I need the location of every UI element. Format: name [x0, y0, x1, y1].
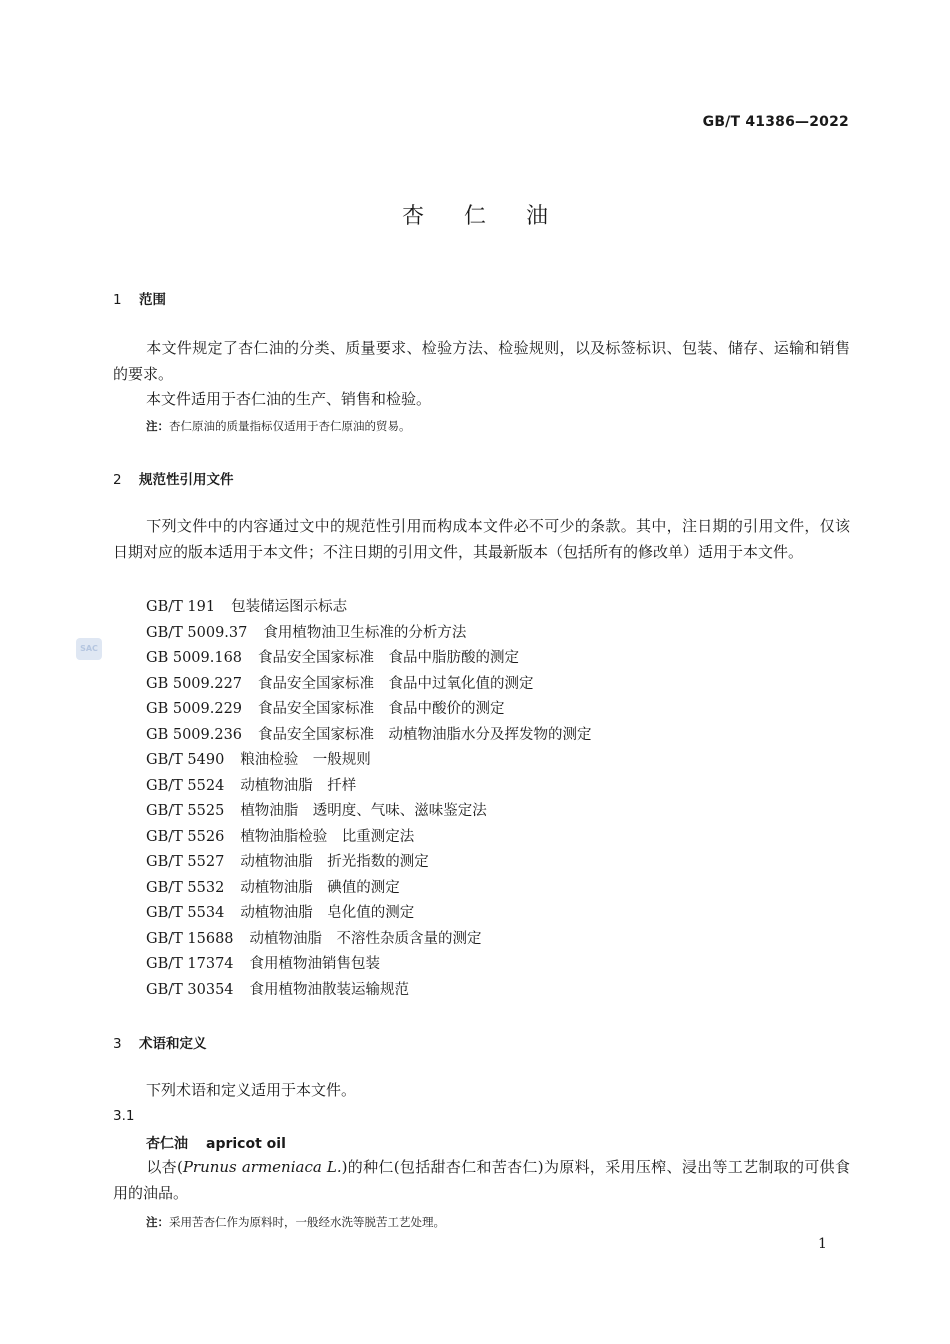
- term-number: 3.1: [113, 1108, 135, 1124]
- reference-code: GB/T 17374: [146, 956, 234, 972]
- reference-title: 食品安全国家标准 动植物油脂水分及挥发物的测定: [258, 726, 592, 743]
- section-title: 范围: [139, 292, 166, 308]
- scientific-name: Prunus armeniaca L.: [182, 1158, 342, 1176]
- term-note: [146, 1214, 445, 1230]
- reference-code: GB/T 5532: [146, 879, 225, 896]
- reference-item: [146, 901, 414, 922]
- note-text: 杏仁原油的质量指标仅适用于杏仁原油的贸易。: [169, 419, 411, 433]
- reference-item: [146, 825, 414, 846]
- standard-number: GB/T 41386—2022: [702, 114, 849, 130]
- scope-paragraph-1: 本文件规定了杏仁油的分类、质量要求、检验方法、检验规则，以及标签标识、包装、储存、运输和销售的要求。: [113, 339, 850, 383]
- section-3-heading: [113, 1032, 207, 1052]
- reference-item: [146, 723, 592, 744]
- reference-title: 动植物油脂 碘值的测定: [240, 879, 400, 896]
- reference-item: [146, 927, 482, 948]
- reference-title: 动植物油脂 折光指数的测定: [240, 854, 429, 870]
- reference-item: [146, 748, 371, 769]
- section-title: 术语和定义: [139, 1036, 207, 1052]
- reference-title: 食用植物油销售包装: [249, 956, 381, 972]
- reference-title: 食用植物油卫生标准的分析方法: [263, 624, 467, 641]
- reference-code: GB/T 191: [146, 599, 216, 615]
- section-number: 2: [113, 472, 122, 488]
- reference-code: GB/T 5490: [146, 752, 225, 768]
- note-label: 注：: [146, 419, 169, 433]
- reference-code: GB/T 5009.37: [146, 624, 248, 641]
- term-definition: 以杏(Prunus armeniaca L.)的种仁(包括甜杏仁和苦杏仁)为原料，采用压榨、浸出等工艺制取的可供食用的油品。: [113, 1158, 851, 1202]
- reference-code: GB/T 5526: [146, 828, 225, 845]
- reference-code: GB/T 5527: [146, 854, 225, 870]
- reference-item: [146, 697, 505, 718]
- reference-code: GB 5009.229: [146, 701, 243, 717]
- reference-code: GB/T 15688: [146, 930, 234, 947]
- reference-title: 食品安全国家标准 食品中酸价的测定: [258, 701, 505, 717]
- term-english: apricot oil: [206, 1136, 286, 1152]
- reference-title: 粮油检验 一般规则: [240, 752, 371, 768]
- reference-title: 植物油脂检验 比重测定法: [240, 828, 415, 845]
- reference-item: [146, 850, 429, 871]
- normative-references-paragraph: 下列文件中的内容通过文中的规范性引用而构成本文件必不可少的条款。其中，注日期的引用文件，仅该日期对应的版本适用于本文件；不注日期的引用文件，其最新版本（包括所有的修改单）适用于本文件。: [113, 517, 850, 561]
- term-entry: [146, 1133, 286, 1153]
- section-number: 3: [113, 1036, 122, 1052]
- scope-paragraph-2: 本文件适用于杏仁油的生产、销售和检验。: [146, 390, 432, 408]
- reference-item: [146, 621, 466, 642]
- reference-item: [146, 672, 534, 693]
- reference-title: 包装储运图示标志: [231, 599, 348, 615]
- reference-title: 动植物油脂 扦样: [240, 777, 357, 794]
- section-1-heading: [113, 288, 166, 308]
- reference-code: GB 5009.168: [146, 650, 243, 666]
- terms-intro-paragraph: 下列术语和定义适用于本文件。: [146, 1081, 357, 1099]
- reference-code: GB/T 5534: [146, 905, 225, 921]
- reference-title: 食用植物油散装运输规范: [249, 981, 410, 998]
- page-number: 1: [818, 1236, 827, 1252]
- reference-item: [146, 952, 380, 973]
- term-chinese: 杏仁油: [146, 1136, 188, 1152]
- reference-code: GB 5009.236: [146, 726, 243, 743]
- section-title: 规范性引用文件: [139, 472, 234, 488]
- section-2-heading: [113, 468, 234, 488]
- reference-code: GB/T 30354: [146, 981, 234, 998]
- scope-note: [146, 418, 411, 434]
- reference-code: GB/T 5525: [146, 803, 225, 819]
- reference-code: GB 5009.227: [146, 675, 243, 692]
- note-label: 注：: [146, 1215, 169, 1229]
- document-title: 杏仁油: [401, 204, 588, 229]
- section-number: 1: [113, 292, 122, 308]
- reference-title: 动植物油脂 皂化值的测定: [240, 905, 415, 921]
- reference-title: 植物油脂 透明度、气味、滋味鉴定法: [240, 803, 487, 819]
- sac-watermark-logo: SAC: [76, 638, 102, 660]
- reference-title: 食品安全国家标准 食品中过氧化值的测定: [258, 675, 534, 692]
- reference-item: [146, 876, 400, 897]
- note-text: 采用苦杏仁作为原料时，一般经水洗等脱苦工艺处理。: [169, 1215, 445, 1229]
- reference-item: [146, 646, 519, 667]
- reference-item: [146, 595, 347, 616]
- reference-title: 食品安全国家标准 食品中脂肪酸的测定: [258, 650, 520, 666]
- reference-title: 动植物油脂 不溶性杂质含量的测定: [249, 930, 482, 947]
- reference-item: [146, 978, 409, 999]
- reference-code: GB/T 5524: [146, 777, 225, 794]
- reference-item: [146, 774, 356, 795]
- reference-item: [146, 799, 487, 820]
